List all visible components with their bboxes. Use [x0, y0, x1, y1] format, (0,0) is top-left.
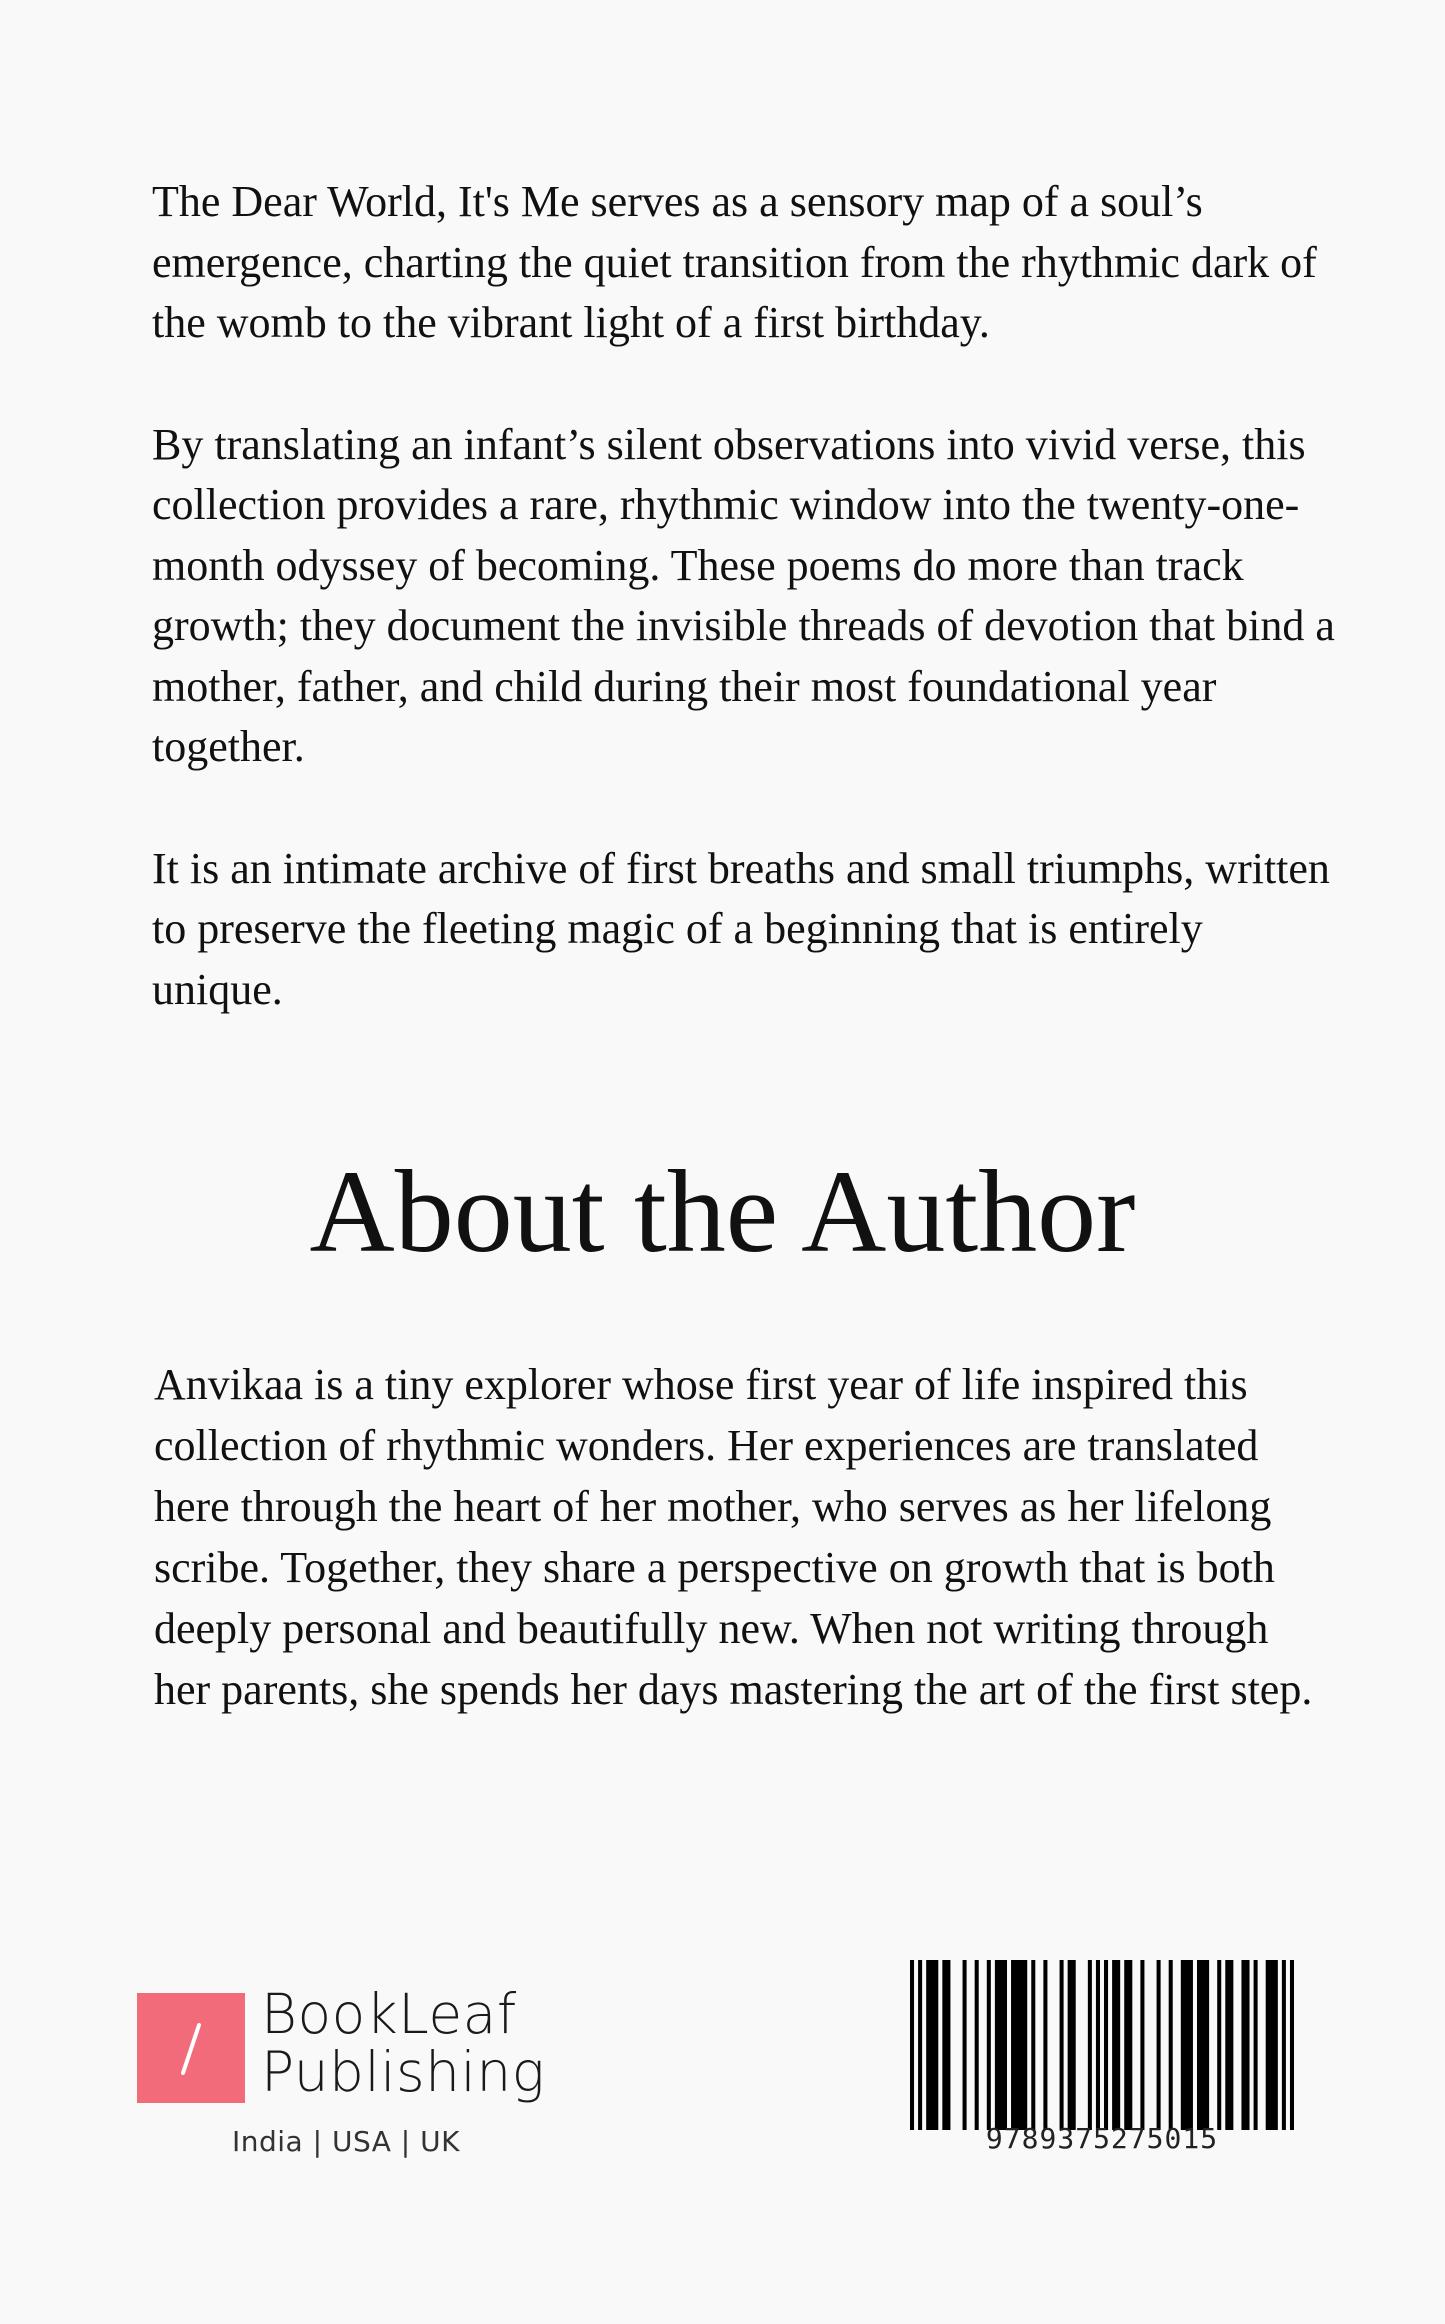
barcode-bar [926, 1960, 938, 2130]
barcode-bar [1241, 1960, 1249, 2130]
barcode-bar [1197, 1960, 1209, 2130]
barcode-bar [1124, 1960, 1132, 2130]
back-cover-blurb [152, 172, 1342, 1081]
blurb-paragraph-3: It is an intimate archive of first breaths and small triumphs, written to preserve the fleeting magic of a beginning that is entirely unique. [152, 843, 1330, 1014]
barcode-bar [1266, 1960, 1278, 2130]
barcode-bar [1169, 1960, 1173, 2130]
publisher-name-line1: BookLeaf [261, 1982, 517, 2046]
barcode-bar [942, 1960, 950, 2130]
barcode-bar [1225, 1960, 1233, 2130]
author-bio: Anvikaa is a tiny explorer whose first year of life inspired this collection of rhythmic wonders. Her experiences are translated here through the heart of her mother, who serves as her lifelong scribe. Together, they share a perspective on growth that is both deeply personal and beautifully new. When not writing through her parents, she spends her days mastering the art of the first step. [154, 1360, 1313, 1714]
about-author-heading: About the Author [309, 1146, 1136, 1277]
isbn-number: 9789375275015 [985, 2122, 1219, 2155]
barcode-bar [1068, 1960, 1076, 2130]
blurb-paragraph-1: The Dear World, It's Me serves as a sensory map of a soul’s emergence, charting the quiet transition from the rhythmic dark of the womb to the vibrant light of a first birthday. [152, 177, 1317, 347]
barcode-bar [1217, 1960, 1221, 2130]
barcode-bar [975, 1960, 979, 2130]
barcode-bar [1104, 1960, 1108, 2130]
barcode-bar [1254, 1960, 1258, 2130]
blurb-paragraph-2: By translating an infant’s silent observations into vivid verse, this collection provides a rare, rhythmic window into the twenty-one-month odyssey of becoming. These poems do more than track growth; they document the invisible threads of devotion that bind a mother, father, and child during their most foundational year together. [152, 419, 1335, 771]
barcode-bar [987, 1960, 991, 2130]
barcode-bar [910, 1960, 914, 2130]
barcode-bar [1290, 1960, 1294, 2130]
barcode-bar [1088, 1960, 1092, 2130]
publisher-name-line2: Publishing [261, 2040, 546, 2104]
barcode-bar [1096, 1960, 1100, 2130]
barcode-bar [1181, 1960, 1193, 2130]
barcode-bar [1011, 1960, 1027, 2130]
barcode-bar [1031, 1960, 1035, 2130]
publisher-logo [137, 1982, 577, 2173]
barcode-bar [1157, 1960, 1161, 2130]
barcode-bar [918, 1960, 922, 2130]
publisher-name [261, 1982, 546, 2104]
barcode-bar [1060, 1960, 1064, 2130]
barcode [910, 1960, 1294, 2130]
slash-logo-icon [137, 1993, 245, 2103]
barcode-bar [963, 1960, 967, 2130]
publisher-regions: India | USA | UK [232, 2125, 460, 2158]
barcode-bar [995, 1960, 1007, 2130]
barcode-bar [1140, 1960, 1144, 2130]
barcode-bar [1112, 1960, 1120, 2130]
barcode-bar [1043, 1960, 1047, 2130]
barcode-bar [1282, 1960, 1286, 2130]
